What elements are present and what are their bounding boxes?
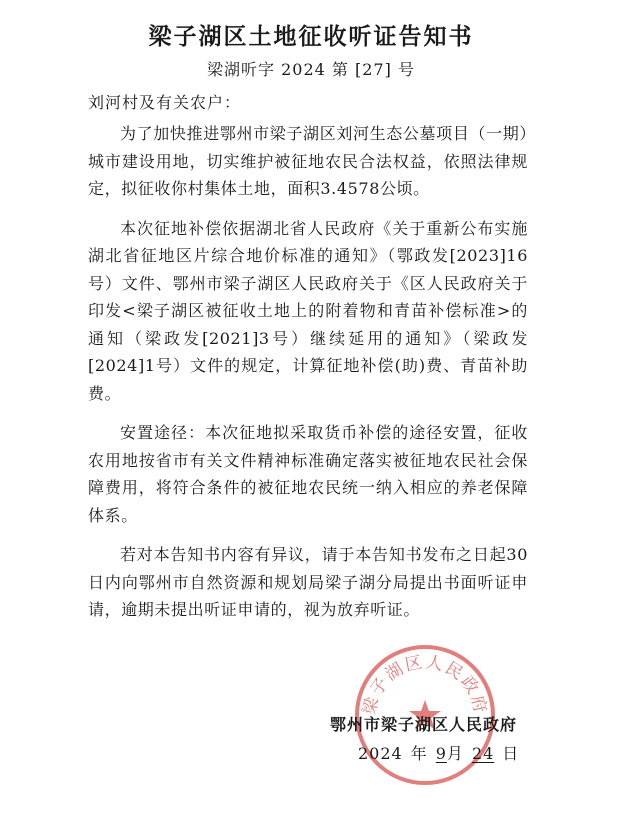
date-day: 24 xyxy=(471,744,495,763)
date-month-char: 月 xyxy=(446,744,464,763)
seal-text: 梁子湖区人民政府 xyxy=(359,652,491,717)
date-year-char: 年 xyxy=(410,744,428,763)
paragraph-hearing-notice: 若对本告知书内容有异议，请于本告知书发布之日起30日内向鄂州市自然资源和规划局梁子湖分局提出书面听证申请，逾期未提出听证申请的，视为放弃听证。 xyxy=(88,545,528,619)
date-year: 2024 xyxy=(358,744,403,763)
document-number: 梁湖听字 2024 第 [27] 号 xyxy=(207,60,415,79)
signature-organization: 鄂州市梁子湖区人民政府 xyxy=(330,715,518,734)
paragraph-purpose: 为了加快推进鄂州市梁子湖区刘河生态公墓项目（一期）城市建设用地，切实维护被征地农民合法权益，依照法律规定，拟征收你村集体土地，面积3.4578公顷。 xyxy=(88,124,528,198)
paragraph-compensation: 本次征地补偿依据湖北省人民政府《关于重新公布实施湖北省征地区片综合地价标准的通知》（鄂政发[2023]16号）文件、鄂州市梁子湖区人民政府关于《区人民政府关于印发<梁子湖区被征收土地上的附着物和青苗补偿标准>的通知（梁政发[2021]3号）继续延用的通知》（梁政发[2024]1号）文件的规定，计算征地补偿(助)费、青苗补助费。 xyxy=(88,218,528,403)
date-month: 9 xyxy=(435,744,447,763)
paragraph-resettlement: 安置途径：本次征地拟采取货币补偿的途径安置，征收农用地按省市有关文件精神标准确定落实被征地农民社会保障费用，将符合条件的被征地农民统一纳入相应的养老保障体系。 xyxy=(88,423,528,525)
date-day-char: 日 xyxy=(502,744,520,763)
signature-date xyxy=(358,741,519,764)
document-title: 梁子湖区土地征收听证告知书 xyxy=(148,23,474,50)
addressee: 刘河村及有关农户： xyxy=(88,93,242,112)
document-body xyxy=(88,120,528,636)
